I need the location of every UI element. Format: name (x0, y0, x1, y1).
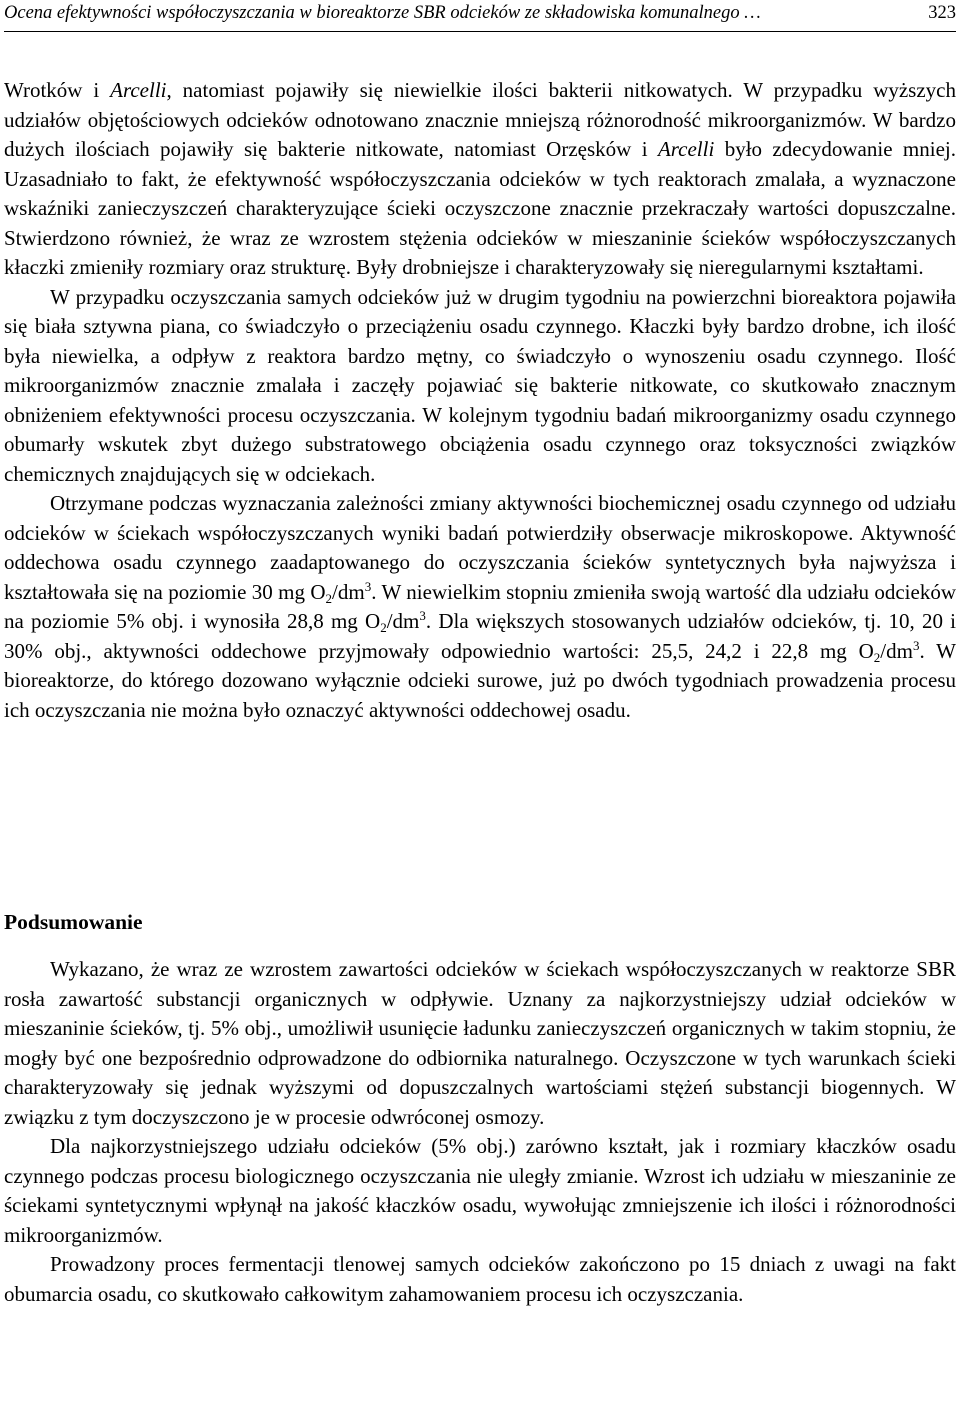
text-run: , natomiast pojawiły się niewielkie ilości bakterii nitkowatych. W przypadku wyższych udziałów objętościowych odcieków odnotowano znacznie mniejszą różnorodność mikroorganizmów. W bardzo dużych ilościach pojawiły się bakterie nitkowate, natomiast Orzęsków i (4, 78, 956, 161)
text-run: Wrotków i (4, 78, 111, 102)
unit: /dm (332, 579, 365, 604)
subscript: 2 (380, 620, 387, 635)
page-number: 323 (928, 3, 956, 23)
section-heading: Podsumowanie (4, 910, 143, 934)
text-run: było zdecydowanie mniej. Uzasadniało to fakt, że efektywność współoczyszczania odcieków w tych reaktorach zmalała, a wyznaczone wskaźniki zanieczyszczeń charakteryzujące ścieki oczyszczone znacznie przekraczały wartości dopuszczalne. Stwierdzono również, że wraz ze wzrostem stężenia odcieków w mieszaninie ścieków współoczyszczanych kłaczki zmieniły rozmiary oraz strukturę. Były drobniejsze i charakteryzowały się nieregularnymi kształtami. (4, 137, 956, 279)
superscript: 3 (912, 637, 920, 653)
paragraph-3 (4, 489, 956, 725)
unit: /dm (386, 609, 420, 633)
header-title: Ocena efektywności współoczyszczania w bioreaktorze SBR odcieków ze składowiska komunalnego … (4, 3, 761, 23)
text-run: . W niewielkim stopniu zmieniła swoją wartość dla udziału odcieków na poziomie 5% obj. i wynosiła 28,8 mg O (4, 579, 956, 633)
italic-term: Arcelli (110, 78, 167, 102)
subscript: 2 (873, 649, 881, 665)
superscript: 3 (419, 608, 426, 623)
running-header (4, 1, 956, 32)
paragraph-1 (4, 76, 956, 283)
text-run: . Dla większych stosowanych udziałów odcieków, tj. 10, 20 i 30% obj., aktywności oddechowe przyjmowały odpowiednio wartości: 25,5, 24,2 i 22,8 mg O (4, 609, 956, 663)
summary-text (4, 955, 956, 1309)
text-run: Otrzymane podczas wyznaczania zależności zmiany aktywności biochemicznej osadu czynnego od udziału odcieków w ściekach współoczyszczanych wyniki badań potwierdziły obserwacje mikroskopowe. Aktywność oddechowa osadu czynnego zaadaptowanego do oczyszczania ścieków syntetycznych była najwyższa i kształtowała się na poziomie 30 mg O (4, 491, 956, 604)
superscript: 3 (364, 578, 372, 594)
summary-paragraph-2: Dla najkorzystniejszego udziału odcieków (5% obj.) zarówno kształt, jak i rozmiary kłaczków osadu czynnego podczas procesu biologicznego oczyszczania nie uległy zmianie. Wzrost ich udziału w mieszaninie ze ściekami syntetycznymi wpłynął na jakość kłaczków osadu, wywołując zmniejszenie ich ilości i różnorodności mikroorganizmów. (4, 1134, 956, 1247)
unit: /dm (880, 638, 913, 663)
summary-paragraph-1: Wykazano, że wraz ze wzrostem zawartości odcieków w ściekach współoczyszczanych w reaktorze SBR rosła zawartość substancji organicznych w odpływie. Uznany za najkorzystniejszy udział odcieków w mieszaninie ścieków, tj. 5% obj., umożliwił usunięcie ładunku zanieczyszczeń organicznych w takim stopniu, że mogły być one bezpośrednio odprowadzone do odbiornika naturalnego. Oczyszczone w tych warunkach ścieki charakteryzowały się jednak wyższymi od dopuszczalnych wartościami stężeń substancji biogennych. W związku z tym doczyszczono je w procesie odwróconej osmozy. (4, 957, 956, 1129)
body-text (4, 76, 956, 725)
text-run: . W bioreaktorze, do którego dozowano wyłącznie odcieki surowe, już po dwóch tygodniach prowadzenia procesu ich oczyszczania nie można było oznaczyć aktywności oddechowej osadu. (4, 638, 956, 722)
summary-paragraph-3: Prowadzony proces fermentacji tlenowej samych odcieków zakończono po 15 dniach z uwagi na fakt obumarcia osadu, co skutkowało całkowitym zahamowaniem procesu ich oczyszczania. (4, 1252, 956, 1306)
italic-term: Arcelli (657, 137, 715, 161)
paragraph-2: W przypadku oczyszczania samych odcieków już w drugim tygodniu na powierzchni bioreaktora pojawiła się biała sztywna piana, co świadczyło o przeciążeniu osadu czynnego. Kłaczki były bardzo drobne, ich ilość była niewielka, a odpływ z reaktora bardzo mętny, co świadczyło o wynoszeniu osadu czynnego. Ilość mikroorganizmów znacznie zmalała i zaczęły pojawiać się bakterie nitkowate, co skutkowało znacznym obniżeniem efektywności procesu oczyszczania. W kolejnym tygodniu badań mikroorganizmy osadu czynnego obumarły wskutek zbyt dużego substratowego obciążenia osadu czynnego oraz toksyczności związków chemicznych znajdujących się w odciekach. (4, 284, 956, 486)
subscript: 2 (325, 590, 333, 606)
